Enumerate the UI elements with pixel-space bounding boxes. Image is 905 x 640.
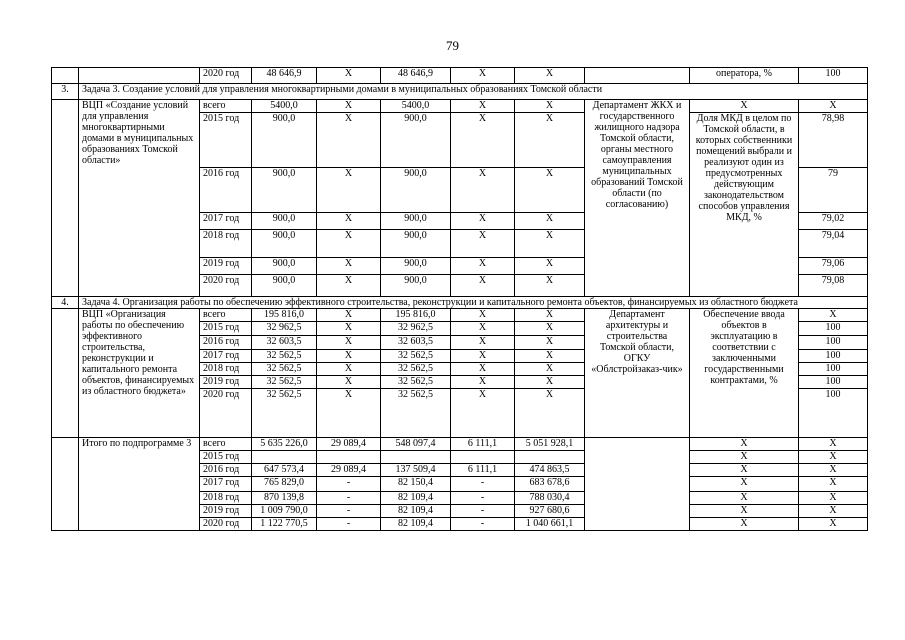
table-row: 2016 год 32 603,5 Х 32 603,5 Х Х 100: [52, 336, 868, 350]
program-name: ВЦП «Организация работы по обеспечению эффективного строительства, реконструкции и капитального ремонта объектов, финансируемых из областного бюджета»: [79, 309, 200, 438]
totals-row: 2016 год 647 573,4 29 089,4 137 509,4 6 111,1 474 863,5 Х Х: [52, 464, 868, 477]
totals-row: 2017 год 765 829,0 - 82 150,4 - 683 678,6 Х Х: [52, 477, 868, 492]
program-name: ВЦП «Создание условий для управления многоквартирными домами в муниципальных образованиях Томской области»: [79, 100, 200, 297]
table-row: ВЦП «Организация работы по обеспечению эффективного строительства, реконструкции и капитального ремонта объектов, финансируемых из областного бюджета» всего 195 816,0 Х 195 816,0 Х Х Департамент архитектуры и строительства Томской области, ОГКУ «Облстройзаказ-чик» Обеспечение ввода объектов в эксплуатацию в соответствии с заключенными государственными контрактами, % Х: [52, 309, 868, 322]
table-row: 2017 год 32 562,5 Х 32 562,5 Х Х 100: [52, 350, 868, 363]
indicator: Доля МКД в целом по Томской области, в которых собственники помещений выбрали и реализуют один из предусмотренных действующим законодательством способов управления МКД, %: [690, 113, 799, 297]
task-number: 4.: [52, 297, 79, 309]
task-number: 3.: [52, 84, 79, 100]
totals-label: Итого по подпрограмме 3: [79, 438, 200, 531]
table-row: 2017 год 900,0 Х 900,0 Х Х 79,02: [52, 213, 868, 230]
executor: Департамент архитектуры и строительства Томской области, ОГКУ «Облстройзаказ-чик»: [585, 309, 690, 438]
table-row: 2018 год 32 562,5 Х 32 562,5 Х Х 100: [52, 363, 868, 376]
table-row: 2019 год 32 562,5 Х 32 562,5 Х Х 100: [52, 376, 868, 389]
subprogram-table: [51, 67, 868, 531]
table-row: 2015 год 900,0 Х 900,0 Х Х Доля МКД в целом по Томской области, в которых собственники помещений выбрали и реализуют один из предусмотренных действующим законодательством способов управления МКД, % 78,98: [52, 113, 868, 168]
task-3-header: [52, 84, 868, 100]
table-row: 2018 год 900,0 Х 900,0 Х Х 79,04: [52, 230, 868, 258]
table-row: 2020 год 900,0 Х 900,0 Х Х 79,08: [52, 275, 868, 297]
table-row: 2020 год 48 646,9 Х 48 646,9 Х Х оператора, % 100: [52, 68, 868, 84]
totals-row: 2019 год 1 009 790,0 - 82 109,4 - 927 680,6 Х Х: [52, 505, 868, 518]
totals-row: 2018 год 870 139,8 - 82 109,4 - 788 030,4 Х Х: [52, 492, 868, 505]
executor: Департамент ЖКХ и государственного жилищного надзора Томской области, органы местного самоуправления муниципальных образований Томской области (по согласованию): [585, 100, 690, 297]
page-number: 79: [446, 38, 459, 53]
table-row: ВЦП «Создание условий для управления многоквартирными домами в муниципальных образованиях Томской области» всего 5400,0 Х 5400,0 Х Х Департамент ЖКХ и государственного жилищного надзора Томской области, органы местного самоуправления муниципальных образований Томской области (по согласованию) Х Х: [52, 100, 868, 113]
task-4-header: [52, 297, 868, 309]
totals-row: Итого по подпрограмме 3 всего 5 635 226,0 29 089,4 548 097,4 6 111,1 5 051 928,1 Х Х: [52, 438, 868, 451]
totals-row: 2020 год 1 122 770,5 - 82 109,4 - 1 040 661,1 Х Х: [52, 518, 868, 531]
year-cell: 2020 год: [200, 68, 252, 84]
table-row: 2019 год 900,0 Х 900,0 Х Х 79,06: [52, 258, 868, 275]
table-row: 2020 год 32 562,5 Х 32 562,5 Х Х 100: [52, 389, 868, 438]
task-title: Задача 4. Организация работы по обеспечению эффективного строительства, реконструкции и капитального ремонта объектов, финансируемых из областного бюджета: [79, 297, 868, 309]
indicator: Обеспечение ввода объектов в эксплуатацию в соответствии с заключенными государственными контрактами, %: [690, 309, 799, 438]
table-row: 2016 год 900,0 Х 900,0 Х Х 79: [52, 168, 868, 213]
task-title: Задача 3. Создание условий для управления многоквартирными домами в муниципальных образованиях Томской области: [79, 84, 868, 100]
totals-row: 2015 год Х Х: [52, 451, 868, 464]
table-row: 2015 год 32 962,5 Х 32 962,5 Х Х 100: [52, 322, 868, 336]
